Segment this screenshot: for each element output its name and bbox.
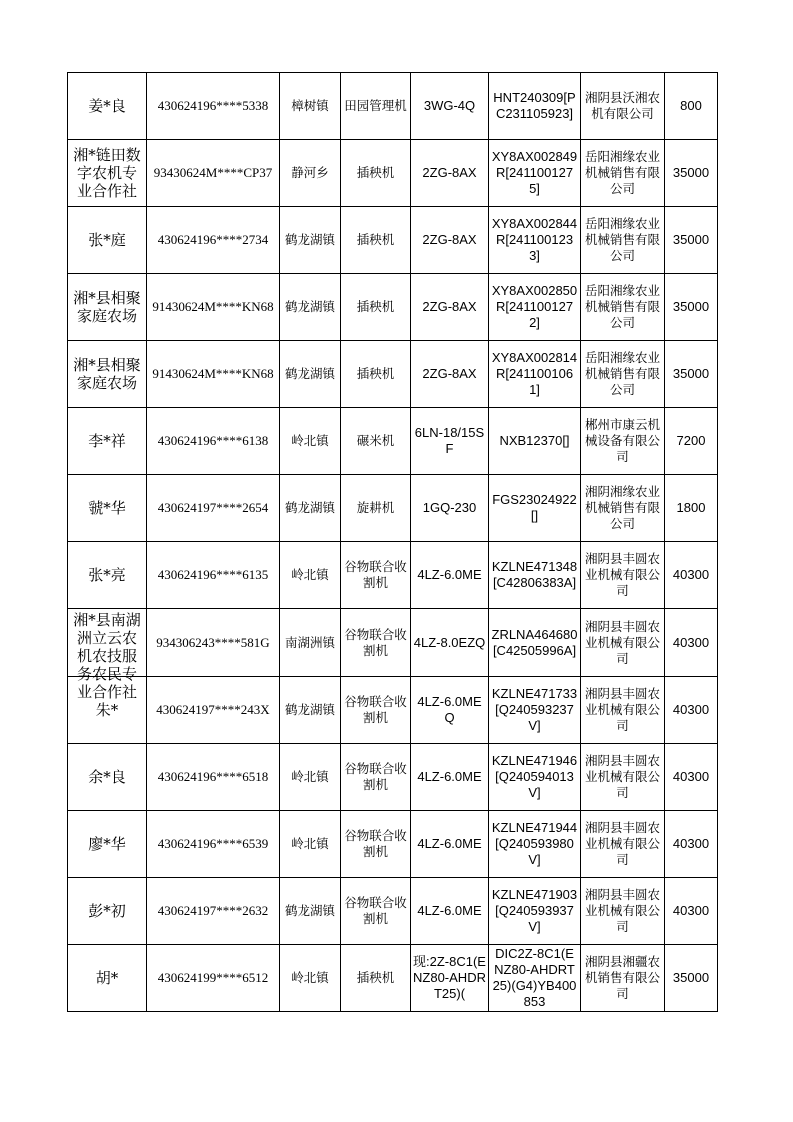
recipient-name-text: 胡* [95, 969, 119, 987]
subsidy-amount-cell [665, 542, 718, 609]
subsidy-amount-cell [665, 677, 718, 744]
serial-number-text: XY8AX002844R[2411001233] [491, 216, 578, 263]
serial-number-text: XY8AX002849R[2411001275] [491, 149, 578, 196]
serial-number-text: KZLNE471903[Q240593937V] [491, 887, 578, 934]
town-cell [280, 207, 341, 274]
serial-number-cell [489, 274, 581, 341]
recipient-name-text: 湘*县相聚家庭农场 [73, 289, 141, 325]
town-text: 岭北镇 [291, 836, 329, 851]
recipient-name-cell [68, 945, 147, 1012]
subsidy-amount-text: 40300 [672, 702, 710, 717]
dealer-cell [581, 677, 665, 744]
serial-number-text: ZRLNA464680[C42505996A] [491, 626, 578, 658]
recipient-name-text: 姜*良 [88, 97, 126, 115]
serial-number-cell [489, 542, 581, 609]
recipient-name-cell [68, 811, 147, 878]
recipient-name-text: 湘*县南湖洲立云农机农技服务农民专业合作社 [73, 610, 141, 701]
machine-type-cell [341, 878, 411, 945]
town-cell [280, 811, 341, 878]
subsidy-amount-cell [665, 140, 718, 207]
id-number-text: 430624196****6138 [157, 433, 269, 448]
recipient-name-text: 虢*华 [88, 499, 126, 517]
recipient-name-cell [68, 73, 147, 140]
subsidy-table [67, 72, 718, 1012]
model-text: 4LZ-6.0MEQ [417, 694, 482, 725]
table-row [68, 945, 718, 1012]
town-cell [280, 73, 341, 140]
model-cell [411, 207, 489, 274]
model-text: 2ZG-8AX [422, 232, 477, 247]
model-text: 4LZ-6.0ME [417, 903, 482, 918]
serial-number-cell [489, 140, 581, 207]
serial-number-text: XY8AX002814R[2411001061] [491, 350, 578, 397]
model-cell [411, 341, 489, 408]
serial-number-cell [489, 677, 581, 744]
id-number-text: 430624199****6512 [157, 970, 269, 985]
machine-type-text: 插秧机 [356, 366, 395, 381]
id-number-cell [147, 475, 280, 542]
town-text: 鹤龙湖镇 [284, 299, 335, 314]
machine-type-text: 旋耕机 [356, 500, 395, 515]
table-row [68, 341, 718, 408]
id-number-cell [147, 945, 280, 1012]
dealer-text: 湘阴县丰圆农业机械有限公司 [584, 887, 660, 934]
machine-type-cell [341, 475, 411, 542]
machine-type-cell [341, 274, 411, 341]
recipient-name-text: 廖*华 [88, 835, 126, 853]
dealer-cell [581, 542, 665, 609]
subsidy-amount-text: 1800 [676, 500, 706, 515]
serial-number-text: HNT240309[PC231105923] [493, 90, 576, 121]
machine-type-cell [341, 609, 411, 677]
dealer-cell [581, 878, 665, 945]
town-text: 鹤龙湖镇 [284, 702, 335, 717]
dealer-text: 湘阴县丰圆农业机械有限公司 [584, 820, 660, 867]
serial-number-text: KZLNE471946[Q240594013V] [491, 753, 578, 800]
town-text: 鹤龙湖镇 [284, 903, 335, 918]
recipient-name-text: 李*祥 [88, 432, 126, 450]
serial-number-text: NXB12370[] [499, 433, 570, 448]
table-row [68, 73, 718, 140]
model-cell [411, 609, 489, 677]
recipient-name-cell [68, 744, 147, 811]
recipient-name-cell [68, 140, 147, 207]
subsidy-amount-cell [665, 274, 718, 341]
subsidy-amount-text: 35000 [672, 970, 710, 985]
subsidy-amount-text: 35000 [672, 232, 710, 247]
subsidy-amount-cell [665, 609, 718, 677]
subsidy-amount-cell [665, 207, 718, 274]
model-text: 4LZ-8.0EZQ [413, 634, 486, 650]
town-text: 鹤龙湖镇 [284, 232, 335, 247]
machine-type-cell [341, 744, 411, 811]
table-row [68, 811, 718, 878]
id-number-text: 430624197****2632 [157, 903, 269, 918]
dealer-text: 岳阳湘缘农业机械销售有限公司 [584, 216, 660, 263]
recipient-name-text: 彭*初 [88, 902, 126, 920]
table-row [68, 408, 718, 475]
id-number-text: 934306243****581G [156, 634, 270, 650]
town-cell [280, 878, 341, 945]
recipient-name-text: 湘*县相聚家庭农场 [73, 356, 141, 392]
id-number-cell [147, 609, 280, 677]
subsidy-amount-cell [665, 475, 718, 542]
table-body [68, 73, 718, 1012]
serial-number-cell [489, 207, 581, 274]
machine-type-text: 插秧机 [356, 970, 395, 985]
machine-type-text: 谷物联合收割机 [344, 694, 407, 725]
dealer-cell [581, 744, 665, 811]
table-row [68, 207, 718, 274]
serial-number-text: KZLNE471733[Q240593237V] [491, 686, 578, 733]
subsidy-amount-cell [665, 811, 718, 878]
town-cell [280, 140, 341, 207]
dealer-text: 湘阴县湘疆农机销售有限公司 [584, 954, 660, 1001]
town-text: 鹤龙湖镇 [284, 366, 335, 381]
recipient-name-cell [68, 878, 147, 945]
id-number-cell [147, 274, 280, 341]
model-text: 2ZG-8AX [422, 165, 477, 180]
town-text: 静河乡 [291, 165, 329, 180]
recipient-name-cell [68, 207, 147, 274]
machine-type-cell [341, 140, 411, 207]
town-cell [280, 677, 341, 744]
recipient-name-text: 湘*链田数字农机专业合作社 [73, 146, 141, 200]
machine-type-text: 田园管理机 [344, 98, 407, 113]
model-cell [411, 744, 489, 811]
id-number-text: 91430624M****KN68 [152, 299, 274, 314]
id-number-text: 430624197****2654 [157, 500, 269, 515]
model-cell [411, 140, 489, 207]
recipient-name-cell [68, 274, 147, 341]
serial-number-cell [489, 341, 581, 408]
town-cell [280, 609, 341, 677]
dealer-text: 郴州市康云机械设备有限公司 [584, 417, 660, 464]
machine-type-cell [341, 408, 411, 475]
table-row [68, 878, 718, 945]
dealer-text: 岳阳湘缘农业机械销售有限公司 [584, 283, 660, 330]
recipient-name-text: 张*亮 [88, 566, 126, 584]
machine-type-text: 插秧机 [356, 232, 395, 247]
model-text: 3WG-4Q [423, 98, 476, 113]
subsidy-amount-cell [665, 341, 718, 408]
machine-type-text: 插秧机 [356, 299, 395, 314]
subsidy-amount-text: 40300 [672, 567, 710, 582]
model-text: 4LZ-6.0ME [417, 836, 482, 851]
serial-number-cell [489, 475, 581, 542]
dealer-text: 湘阴湘缘农业机械销售有限公司 [584, 484, 660, 531]
machine-type-text: 碾米机 [356, 433, 395, 448]
dealer-cell [581, 811, 665, 878]
table-row [68, 609, 718, 677]
id-number-cell [147, 140, 280, 207]
machine-type-cell [341, 73, 411, 140]
id-number-cell [147, 677, 280, 744]
dealer-text: 湘阴县丰圆农业机械有限公司 [584, 551, 660, 598]
serial-number-cell [489, 408, 581, 475]
dealer-text: 湘阴县丰圆农业机械有限公司 [584, 686, 660, 733]
dealer-text: 岳阳湘缘农业机械销售有限公司 [584, 350, 660, 397]
model-text: 6LN-18/15SF [414, 425, 485, 456]
serial-number-cell [489, 878, 581, 945]
id-number-text: 91430624M****KN68 [152, 366, 274, 381]
id-number-cell [147, 207, 280, 274]
model-text: 现:2Z-8C1(ENZ80-AHDRT25)( [413, 954, 486, 1001]
machine-type-text: 谷物联合收割机 [344, 828, 407, 859]
serial-number-cell [489, 609, 581, 677]
model-cell [411, 274, 489, 341]
subsidy-amount-cell [665, 744, 718, 811]
town-cell [280, 408, 341, 475]
serial-number-cell [489, 811, 581, 878]
subsidy-amount-text: 40300 [672, 769, 710, 784]
subsidy-amount-text: 800 [680, 98, 702, 113]
table-row [68, 677, 718, 744]
serial-number-text: FGS23024922[] [492, 492, 577, 523]
town-text: 岭北镇 [291, 970, 329, 985]
id-number-cell [147, 408, 280, 475]
subsidy-amount-text: 35000 [672, 366, 710, 381]
dealer-cell [581, 341, 665, 408]
model-cell [411, 73, 489, 140]
town-cell [280, 744, 341, 811]
serial-number-cell [489, 73, 581, 140]
id-number-cell [147, 811, 280, 878]
recipient-name-cell [68, 341, 147, 408]
id-number-text: 430624196****5338 [157, 98, 269, 113]
town-cell [280, 945, 341, 1012]
id-number-text: 93430624M****CP37 [153, 165, 273, 180]
subsidy-amount-text: 40300 [672, 903, 710, 918]
subsidy-amount-cell [665, 878, 718, 945]
subsidy-amount-text: 40300 [672, 836, 710, 851]
town-cell [280, 274, 341, 341]
town-text: 岭北镇 [291, 433, 329, 448]
recipient-name-cell [68, 542, 147, 609]
id-number-cell [147, 878, 280, 945]
recipient-name-text: 张*庭 [88, 231, 126, 249]
dealer-cell [581, 207, 665, 274]
town-cell [280, 542, 341, 609]
dealer-cell [581, 140, 665, 207]
subsidy-amount-text: 40300 [672, 634, 710, 650]
subsidy-amount-cell [665, 408, 718, 475]
dealer-cell [581, 408, 665, 475]
model-text: 4LZ-6.0ME [417, 567, 482, 582]
subsidy-amount-cell [665, 945, 718, 1012]
town-text: 樟树镇 [291, 98, 329, 113]
table-row [68, 542, 718, 609]
id-number-cell [147, 341, 280, 408]
id-number-text: 430624196****6539 [157, 836, 269, 851]
town-text: 岭北镇 [291, 567, 329, 582]
machine-type-cell [341, 542, 411, 609]
dealer-cell [581, 274, 665, 341]
model-text: 1GQ-230 [422, 500, 477, 515]
dealer-text: 岳阳湘缘农业机械销售有限公司 [584, 149, 660, 196]
serial-number-text: KZLNE471944[Q240593980V] [491, 820, 578, 867]
table-row [68, 274, 718, 341]
id-number-text: 430624196****6518 [157, 769, 269, 784]
town-text: 南湖洲镇 [284, 634, 335, 650]
dealer-text: 湘阴县沃湘农机有限公司 [584, 90, 660, 121]
serial-number-text: KZLNE471348[C42806383A] [491, 559, 578, 590]
town-cell [280, 341, 341, 408]
model-cell [411, 475, 489, 542]
subsidy-amount-text: 7200 [676, 433, 706, 448]
id-number-text: 430624197****243X [156, 702, 270, 717]
model-text: 4LZ-6.0ME [417, 769, 482, 784]
model-cell [411, 811, 489, 878]
town-text: 鹤龙湖镇 [284, 500, 335, 515]
model-cell [411, 878, 489, 945]
dealer-text: 湘阴县丰圆农业机械有限公司 [584, 753, 660, 800]
dealer-cell [581, 73, 665, 140]
model-text: 2ZG-8AX [422, 366, 477, 381]
machine-type-text: 谷物联合收割机 [344, 626, 407, 658]
recipient-name-cell [68, 408, 147, 475]
subsidy-amount-text: 35000 [672, 165, 710, 180]
recipient-name-text: 朱* [95, 701, 119, 719]
recipient-name-text: 余*良 [88, 768, 126, 786]
serial-number-text: DIC2Z-8C1(ENZ80-AHDRT25)(G4)YB400853 [492, 946, 577, 1009]
id-number-cell [147, 73, 280, 140]
serial-number-cell [489, 744, 581, 811]
dealer-cell [581, 945, 665, 1012]
table-row [68, 744, 718, 811]
dealer-text: 湘阴县丰圆农业机械有限公司 [584, 618, 660, 666]
recipient-name-cell [68, 475, 147, 542]
machine-type-text: 谷物联合收割机 [344, 761, 407, 792]
subsidy-amount-cell [665, 73, 718, 140]
serial-number-cell [489, 945, 581, 1012]
machine-type-cell [341, 341, 411, 408]
machine-type-cell [341, 945, 411, 1012]
model-cell [411, 945, 489, 1012]
dealer-cell [581, 609, 665, 677]
model-cell [411, 677, 489, 744]
id-number-cell [147, 542, 280, 609]
machine-type-cell [341, 677, 411, 744]
machine-type-cell [341, 207, 411, 274]
model-text: 2ZG-8AX [422, 299, 477, 314]
town-text: 岭北镇 [291, 769, 329, 784]
id-number-text: 430624196****6135 [157, 567, 269, 582]
table-row [68, 475, 718, 542]
machine-type-text: 谷物联合收割机 [344, 559, 407, 590]
town-cell [280, 475, 341, 542]
recipient-name-cell [68, 609, 147, 701]
machine-type-text: 谷物联合收割机 [344, 895, 407, 926]
id-number-cell [147, 744, 280, 811]
machine-type-text: 插秧机 [356, 165, 395, 180]
subsidy-amount-text: 35000 [672, 299, 710, 314]
serial-number-text: XY8AX002850R[2411001272] [491, 283, 578, 330]
machine-type-cell [341, 811, 411, 878]
model-cell [411, 542, 489, 609]
model-cell [411, 408, 489, 475]
table-row [68, 140, 718, 207]
dealer-cell [581, 475, 665, 542]
id-number-text: 430624196****2734 [157, 232, 269, 247]
